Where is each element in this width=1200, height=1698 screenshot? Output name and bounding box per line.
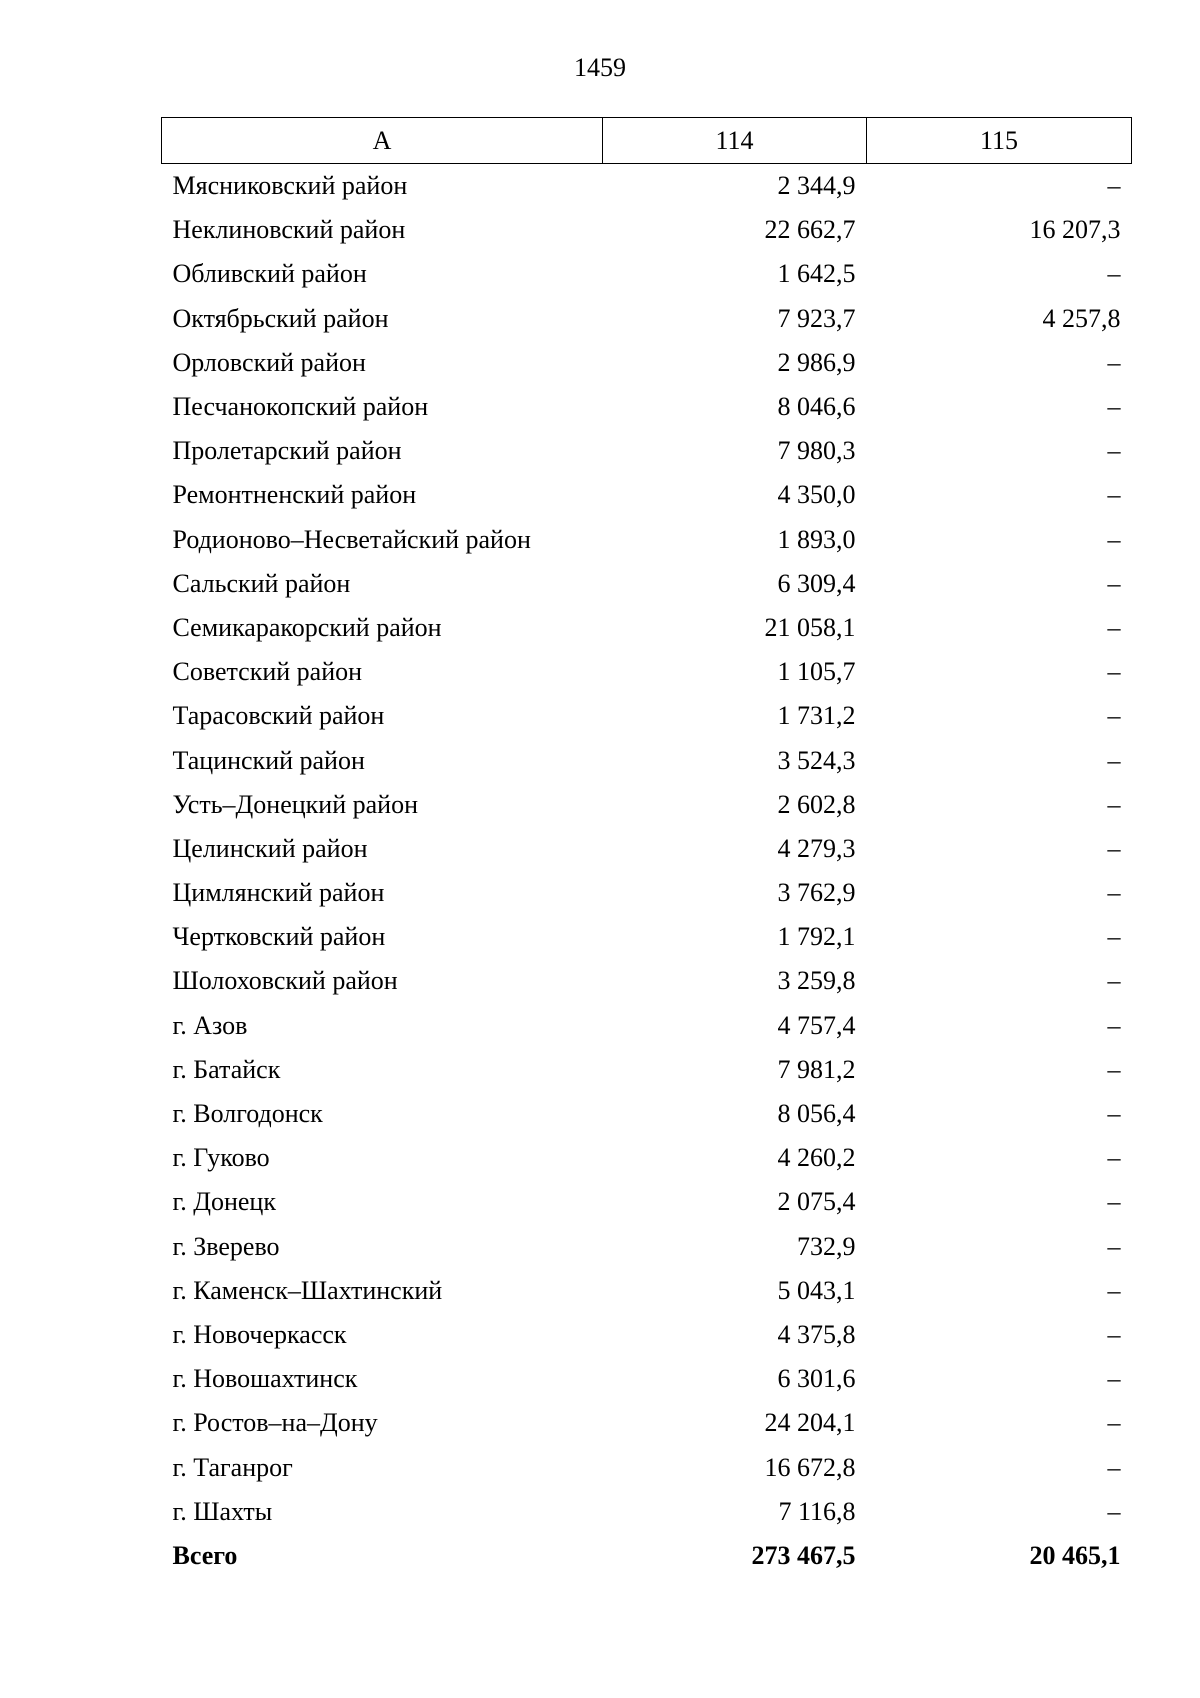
row-name-cell: Ремонтненский район xyxy=(172,480,417,510)
table-row xyxy=(162,738,1132,782)
row-name-cell: г. Гуково xyxy=(172,1143,270,1173)
value-115-cell: – xyxy=(1107,922,1121,952)
value-114-cell: 4 757,4 xyxy=(777,1010,856,1040)
table-row xyxy=(162,827,1132,871)
value-114-cell: 4 279,3 xyxy=(777,833,856,863)
value-115-cell: – xyxy=(1107,436,1121,466)
row-name-cell: г. Зверево xyxy=(172,1231,280,1261)
value-115-cell: – xyxy=(1107,1408,1121,1438)
total-115-cell: 20 465,1 xyxy=(1029,1540,1121,1570)
row-name-cell: Орловский район xyxy=(172,347,366,377)
value-114-cell: 4 260,2 xyxy=(777,1143,856,1173)
table-row xyxy=(162,164,1132,209)
row-name-cell: г. Батайск xyxy=(172,1054,281,1084)
table-row xyxy=(162,1401,1132,1445)
table-row xyxy=(162,385,1132,429)
value-115-cell: – xyxy=(1107,1010,1121,1040)
row-name-cell: г. Каменск–Шахтинский xyxy=(172,1275,443,1305)
row-name-cell: г. Волгодонск xyxy=(172,1099,323,1129)
table-row xyxy=(162,1048,1132,1092)
value-115-cell: – xyxy=(1107,1496,1121,1526)
value-115-cell: – xyxy=(1107,1187,1121,1217)
table-row xyxy=(162,1180,1132,1224)
value-114-cell: 2 075,4 xyxy=(777,1187,856,1217)
value-114-cell: 2 986,9 xyxy=(777,347,856,377)
value-115-cell: – xyxy=(1107,966,1121,996)
table-row xyxy=(162,959,1132,1003)
header-col-114: 114 xyxy=(603,118,867,164)
value-115-cell: – xyxy=(1107,524,1121,554)
value-114-cell: 1 105,7 xyxy=(777,657,856,687)
row-name-cell: Цимлянский район xyxy=(172,878,385,908)
row-name-cell: Тацинский район xyxy=(172,745,365,775)
value-114-cell: 1 642,5 xyxy=(777,259,856,289)
data-table xyxy=(161,117,1132,1578)
table-row xyxy=(162,871,1132,915)
row-name-cell: г. Азов xyxy=(172,1010,248,1040)
total-row xyxy=(162,1534,1132,1578)
value-115-cell: 16 207,3 xyxy=(1029,215,1121,245)
value-115-cell: – xyxy=(1107,657,1121,687)
header-col-115: 115 xyxy=(867,118,1132,164)
row-name-cell: Усть–Донецкий район xyxy=(172,789,418,819)
table-row xyxy=(162,650,1132,694)
value-114-cell: 4 350,0 xyxy=(777,480,856,510)
row-name-cell: Семикаракорский район xyxy=(172,612,442,642)
value-115-cell: – xyxy=(1107,1275,1121,1305)
row-name-cell: Октябрьский район xyxy=(172,303,389,333)
value-115-cell: – xyxy=(1107,568,1121,598)
table-row xyxy=(162,518,1132,562)
table-row xyxy=(162,341,1132,385)
value-115-cell: – xyxy=(1107,1452,1121,1482)
table-row xyxy=(162,915,1132,959)
table-row xyxy=(162,783,1132,827)
row-name-cell: Советский район xyxy=(172,657,363,687)
value-114-cell: 1 731,2 xyxy=(777,701,856,731)
value-114-cell: 21 058,1 xyxy=(764,612,856,642)
value-114-cell: 4 375,8 xyxy=(777,1319,856,1349)
value-114-cell: 8 056,4 xyxy=(777,1099,856,1129)
value-114-cell: 5 043,1 xyxy=(777,1275,856,1305)
table-row xyxy=(162,1313,1132,1357)
value-114-cell: 3 259,8 xyxy=(777,966,856,996)
value-114-cell: 6 309,4 xyxy=(777,568,856,598)
value-115-cell: – xyxy=(1107,1231,1121,1261)
value-114-cell: 16 672,8 xyxy=(764,1452,856,1482)
row-name-cell: Песчанокопский район xyxy=(172,392,429,422)
row-name-cell: Целинский район xyxy=(172,833,368,863)
value-115-cell: – xyxy=(1107,1143,1121,1173)
row-name-cell: г. Донецк xyxy=(172,1187,276,1217)
table-row xyxy=(162,1225,1132,1269)
total-label-cell: Всего xyxy=(172,1540,238,1570)
value-115-cell: – xyxy=(1107,1364,1121,1394)
table-row xyxy=(162,1136,1132,1180)
value-114-cell: 7 981,2 xyxy=(777,1054,856,1084)
value-114-cell: 2 602,8 xyxy=(777,789,856,819)
value-115-cell: – xyxy=(1107,789,1121,819)
value-115-cell: – xyxy=(1107,480,1121,510)
table-row xyxy=(162,562,1132,606)
value-115-cell: – xyxy=(1107,259,1121,289)
row-name-cell: Шолоховский район xyxy=(172,966,398,996)
row-name-cell: г. Новочеркасск xyxy=(172,1319,347,1349)
table-row xyxy=(162,1357,1132,1401)
value-114-cell: 6 301,6 xyxy=(777,1364,856,1394)
table-row xyxy=(162,208,1132,252)
value-115-cell: – xyxy=(1107,878,1121,908)
table-row xyxy=(162,1445,1132,1489)
value-115-cell: – xyxy=(1107,612,1121,642)
row-name-cell: г. Ростов–на–Дону xyxy=(172,1408,378,1438)
header-col-name: А xyxy=(162,118,603,164)
value-115-cell: – xyxy=(1107,347,1121,377)
row-name-cell: Мясниковский район xyxy=(172,171,408,201)
value-114-cell: 8 046,6 xyxy=(777,392,856,422)
value-114-cell: 1 893,0 xyxy=(777,524,856,554)
table-row xyxy=(162,473,1132,517)
row-name-cell: Чертковский район xyxy=(172,922,386,952)
value-115-cell: – xyxy=(1107,1319,1121,1349)
row-name-cell: Обливский район xyxy=(172,259,367,289)
table-row xyxy=(162,252,1132,296)
value-114-cell: 732,9 xyxy=(797,1231,856,1261)
value-115-cell: – xyxy=(1107,1054,1121,1084)
value-114-cell: 7 923,7 xyxy=(777,303,856,333)
value-115-cell: – xyxy=(1107,701,1121,731)
row-name-cell: Пролетарский район xyxy=(172,436,402,466)
row-name-cell: Сальский район xyxy=(172,568,351,598)
row-name-cell: г. Таганрог xyxy=(172,1452,293,1482)
table-row xyxy=(162,694,1132,738)
row-name-cell: Тарасовский район xyxy=(172,701,385,731)
row-name-cell: г. Шахты xyxy=(172,1496,273,1526)
value-115-cell: 4 257,8 xyxy=(1042,303,1121,333)
table-row xyxy=(162,1004,1132,1048)
row-name-cell: г. Новошахтинск xyxy=(172,1364,358,1394)
value-115-cell: – xyxy=(1107,171,1121,201)
table-header xyxy=(162,118,1132,164)
value-115-cell: – xyxy=(1107,392,1121,422)
value-114-cell: 3 524,3 xyxy=(777,745,856,775)
value-115-cell: – xyxy=(1107,745,1121,775)
table-row xyxy=(162,606,1132,650)
value-115-cell: – xyxy=(1107,1099,1121,1129)
row-name-cell: Неклиновский район xyxy=(172,215,406,245)
page-number: 1459 xyxy=(574,53,626,82)
table-row xyxy=(162,297,1132,341)
total-114-cell: 273 467,5 xyxy=(751,1540,856,1570)
value-114-cell: 7 980,3 xyxy=(777,436,856,466)
row-name-cell: Родионово–Несветайский район xyxy=(172,524,531,554)
table-body xyxy=(162,164,1132,1579)
value-114-cell: 7 116,8 xyxy=(778,1496,856,1526)
value-114-cell: 22 662,7 xyxy=(764,215,856,245)
table-row xyxy=(162,1490,1132,1534)
header-row xyxy=(162,118,1132,164)
value-114-cell: 3 762,9 xyxy=(777,878,856,908)
table-row xyxy=(162,1092,1132,1136)
table-row xyxy=(162,429,1132,473)
value-115-cell: – xyxy=(1107,833,1121,863)
value-114-cell: 1 792,1 xyxy=(777,922,856,952)
table-row xyxy=(162,1269,1132,1313)
value-114-cell: 2 344,9 xyxy=(777,171,856,201)
value-114-cell: 24 204,1 xyxy=(764,1408,856,1438)
